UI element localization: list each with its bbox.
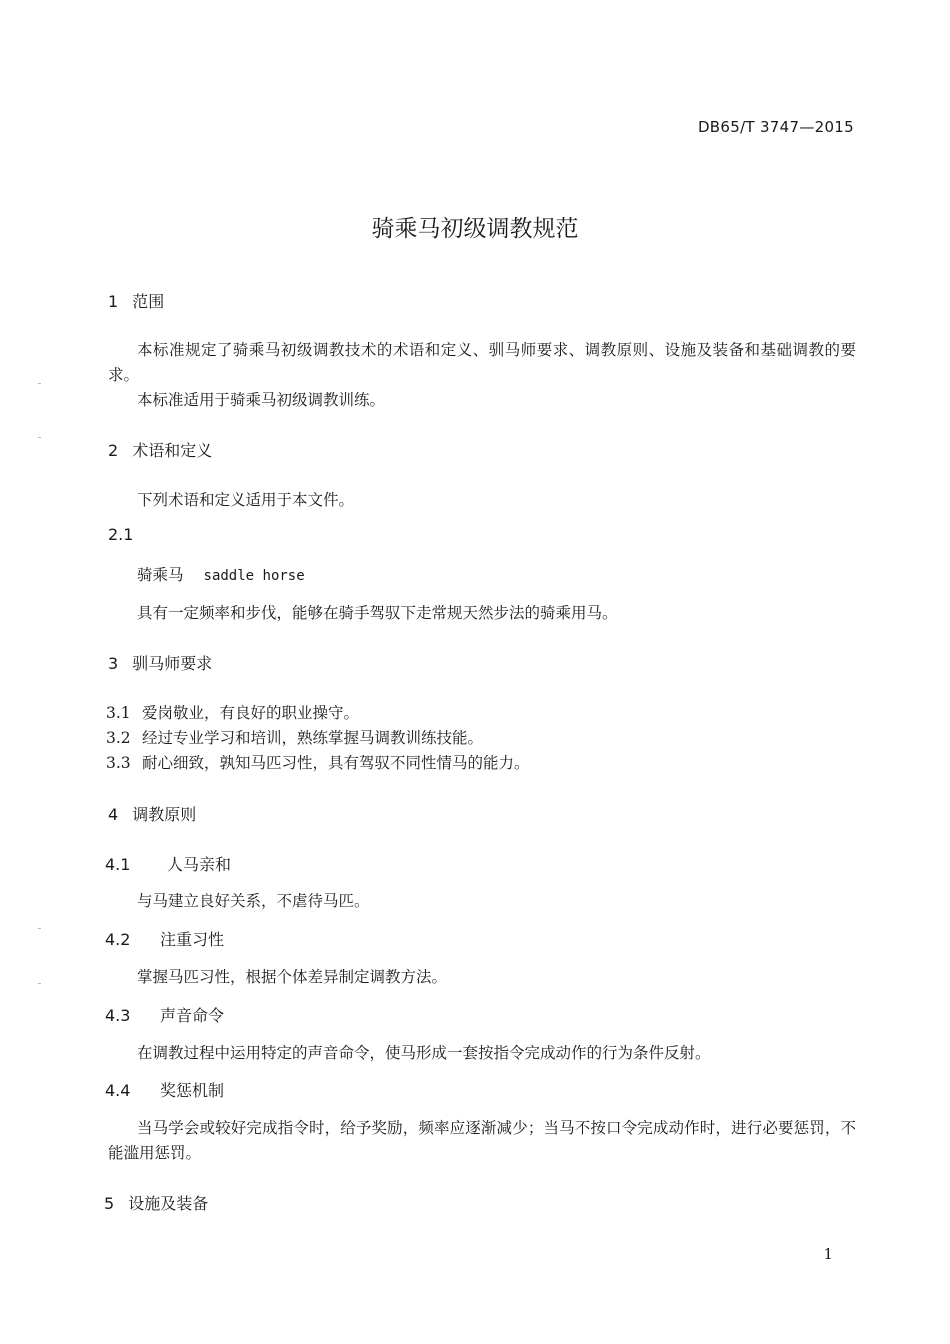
subsection-4-1-heading <box>105 852 231 875</box>
subsection-title: 注重习性 <box>160 930 225 949</box>
section-2-heading <box>108 438 212 461</box>
page-title: 骑乘马初级调教规范 <box>371 216 579 242</box>
clause-number: 3.3 <box>106 754 131 772</box>
section-2-intro: 下列术语和定义适用于本文件。 <box>137 491 355 509</box>
clause-3-1 <box>106 701 359 723</box>
subsection-4-2-heading <box>105 927 224 950</box>
subsection-4-2-text: 掌握马匹习性，根据个体差异制定调教方法。 <box>137 968 448 986</box>
subsection-4-3-text: 在调教过程中运用特定的声音命令，使马形成一套按指令完成动作的行为条件反射。 <box>137 1044 711 1062</box>
subsection-number: 4.1 <box>105 855 131 874</box>
subsection-number: 4.4 <box>105 1081 131 1100</box>
section-1-paragraph-1: 本标准规定了骑乘马初级调教技术的术语和定义、驯马师要求、调教原则、设施及装备和基础调教的要求。 <box>108 341 856 384</box>
clause-text: 耐心细致，孰知马匹习性，具有驾驭不同性情马的能力。 <box>142 754 530 772</box>
scan-mark <box>38 983 41 984</box>
clause-3-3 <box>106 751 530 773</box>
subsection-4-4-heading <box>105 1078 224 1101</box>
section-number: 3 <box>108 654 119 673</box>
subsection-title: 声音命令 <box>160 1006 225 1025</box>
section-title: 术语和定义 <box>132 441 213 460</box>
section-3-heading <box>108 651 212 674</box>
clause-text: 爱岗敬业，有良好的职业操守。 <box>142 704 360 722</box>
subsection-title: 奖惩机制 <box>160 1081 225 1100</box>
term-english: saddle horse <box>203 568 305 584</box>
scan-mark <box>38 928 41 929</box>
clause-number: 3.1 <box>106 704 131 722</box>
scan-mark <box>38 437 41 438</box>
section-number: 2 <box>108 441 119 460</box>
term-chinese: 骑乘马 <box>137 566 184 584</box>
clause-text: 经过专业学习和培训，熟练掌握马调教训练技能。 <box>142 729 484 747</box>
section-number: 5 <box>104 1194 115 1213</box>
section-title: 范围 <box>132 292 165 311</box>
term-entry <box>137 563 305 585</box>
section-1-paragraph-2: 本标准适用于骑乘马初级调教训练。 <box>137 391 386 409</box>
subsection-number: 4.3 <box>105 1006 131 1025</box>
page-number: 1 <box>823 1245 833 1263</box>
section-title: 调教原则 <box>132 805 197 824</box>
section-4-heading <box>108 802 196 825</box>
subsection-4-4-text: 当马学会或较好完成指令时，给予奖励，频率应逐渐减少；当马不按口令完成动作时，进行必要惩罚，不能滥用惩罚。 <box>108 1119 856 1162</box>
clause-number: 3.2 <box>106 729 131 747</box>
scan-mark <box>38 383 41 384</box>
subsection-title: 人马亲和 <box>167 855 232 874</box>
subsection-4-1-text: 与马建立良好关系，不虐待马匹。 <box>137 892 370 910</box>
section-5-heading <box>104 1191 208 1214</box>
term-definition: 具有一定频率和步伐，能够在骑手驾驭下走常规天然步法的骑乘用马。 <box>137 604 618 622</box>
section-title: 设施及装备 <box>128 1194 209 1213</box>
standard-code: DB65/T 3747—2015 <box>697 118 854 136</box>
section-1-heading <box>108 289 164 312</box>
section-number: 1 <box>108 292 119 311</box>
subsection-number: 4.2 <box>105 930 131 949</box>
section-title: 驯马师要求 <box>132 654 213 673</box>
subsection-4-3-heading <box>105 1003 224 1026</box>
subsection-2-1-number: 2.1 <box>108 525 134 544</box>
section-number: 4 <box>108 805 119 824</box>
clause-3-2 <box>106 726 483 748</box>
